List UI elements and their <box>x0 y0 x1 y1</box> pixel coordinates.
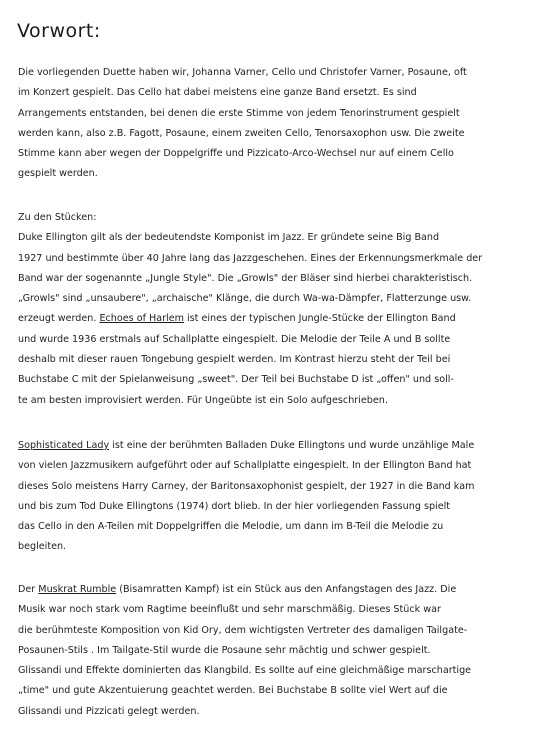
piece-title-sophisticated-lady: Sophisticated Lady <box>18 440 110 451</box>
text-line: te am besten improvisiert werden. Für Ungeübte ist ein Solo aufgeschrieben. <box>18 394 388 406</box>
text-fragment: Der <box>18 584 39 595</box>
text-line: Band war der sogenannte „Jungle Style". Die „Growls" der Bläser sind hierbei charakteristisch. <box>18 272 473 284</box>
text-line: Die vorliegenden Duette haben wir, Johanna Varner, Cello und Christofer Varner, Posaune, oft <box>18 67 467 78</box>
page-title: Vorwort: <box>17 20 101 42</box>
text-line: von vielen Jazzmusikern aufgeführt oder auf Schallplatte eingespielt. In der Ellington Band hat <box>18 460 472 472</box>
text-line: das Cello in den A-Teilen mit Doppelgriffen die Melodie, um dann im B-Teil die Melodie zu <box>18 521 444 533</box>
text-fragment: (Bisamratten Kampf) ist ein Stück aus den Anfangstagen des Jazz. Die <box>116 584 457 595</box>
piece-title-muskrat-rumble: Muskrat Rumble <box>38 584 117 595</box>
text-line: Posaunen-Stils . Im Tailgate-Stil wurde die Posaune sehr mächtig und schwer gespielt. <box>18 644 431 656</box>
text-fragment: ist eine der berühmten Balladen Duke Ellingtons und wurde unzählige Male <box>109 440 475 451</box>
text-fragment: ist eines der typischen Jungle-Stücke der Ellington Band <box>183 313 456 325</box>
text-line: Buchstabe C mit der Spielanweisung „sweet". Der Teil bei Buchstabe D ist „offen" und soll- <box>18 374 454 386</box>
text-line: Duke Ellington gilt als der bedeutendste Komponist im Jazz. Er gründete seine Big Band <box>18 232 440 244</box>
sophisticated-lady-paragraph <box>18 436 518 558</box>
text-line: die berühmteste Komposition von Kid Ory, dem wichtigsten Vertreter des damaligen Tailgate- <box>18 624 468 636</box>
text-line: „time" und gute Akzentuierung geachtet werden. Bei Buchstabe B sollte viel Wert auf die <box>18 685 448 697</box>
text-line <box>18 309 518 329</box>
text-line: dieses Solo meistens Harry Carney, der Baritonsaxophonist gespielt, der 1927 in die Band kam <box>18 480 475 492</box>
text-line <box>18 580 518 600</box>
echoes-paragraph <box>18 208 518 411</box>
text-line: Stimme kann aber wegen der Doppelgriffe und Pizzicato-Arco-Wechsel nur auf einem Cello <box>18 148 454 160</box>
piece-title-echoes-of-harlem: Echoes of Harlem <box>99 313 184 325</box>
text-line: 1927 und bestimmte über 40 Jahre lang das Jazzgeschehen. Eines der Erkennungsmerkmale der <box>18 252 483 264</box>
text-line: gespielt werden. <box>18 168 98 180</box>
text-line: Glissandi und Pizzicati gelegt werden. <box>18 705 200 717</box>
text-line: im Konzert gespielt. Das Cello hat dabei meistens eine ganze Band ersetzt. Es sind <box>18 87 417 99</box>
text-line <box>18 436 518 456</box>
text-line: deshalb mit dieser rauen Tongebung gespielt werden. Im Kontrast hierzu steht der Teil bei <box>18 354 451 366</box>
intro-paragraph <box>18 63 518 185</box>
muskrat-rumble-paragraph <box>18 580 518 722</box>
text-fragment: erzeugt werden. <box>18 313 100 325</box>
text-line: „Growls" sind „unsaubere", „archaische" Klänge, die durch Wa-wa-Dämpfer, Flatterzunge usw. <box>18 293 472 305</box>
text-line: und bis zum Tod Duke Ellingtons (1974) dort blieb. In der hier vorliegenden Fassung spielt <box>18 500 451 512</box>
text-line: und wurde 1936 erstmals auf Schallplatte eingespielt. Die Melodie der Teile A und B sollte <box>18 333 451 345</box>
section-heading: Zu den Stücken: <box>18 212 97 223</box>
text-line: begleiten. <box>18 541 67 553</box>
text-line: Arrangements entstanden, bei denen die erste Stimme von jedem Tenorinstrument gespielt <box>18 107 460 119</box>
text-line: werden kann, also z.B. Fagott, Posaune, einem zweiten Cello, Tenorsaxophon usw. Die zweite <box>18 127 465 139</box>
text-line: Musik war noch stark vom Ragtime beeinflußt und sehr marschmäßig. Dieses Stück war <box>18 604 441 616</box>
text-line: Glissandi und Effekte dominierten das Klangbild. Es sollte auf eine gleichmäßige marschartige <box>18 665 472 677</box>
